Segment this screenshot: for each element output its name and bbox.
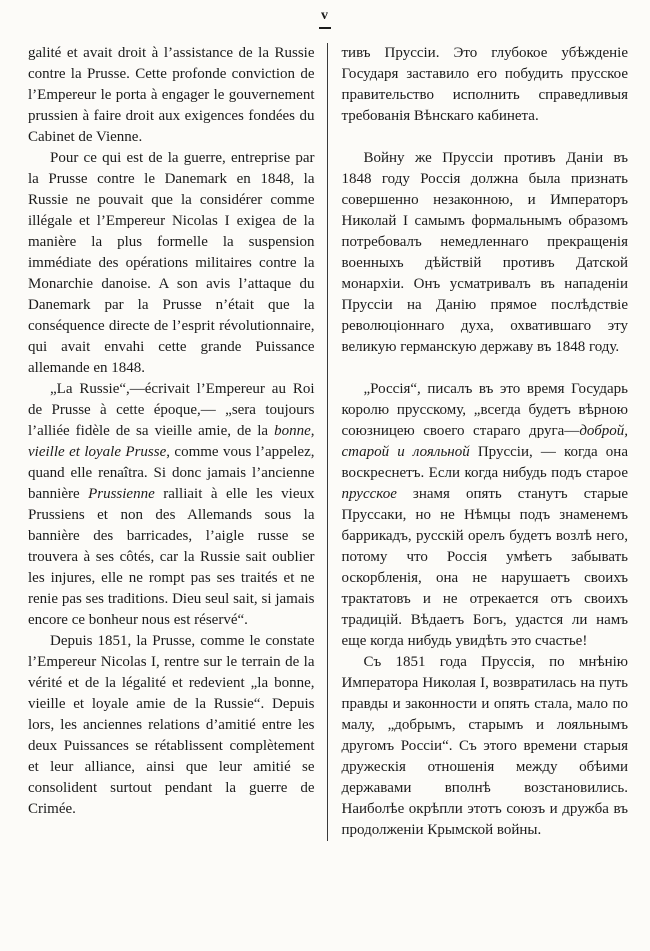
italic-text-run: Prussienne (88, 486, 155, 502)
text-run: , comme vous l’appelez, quand elle renaîtra. Si donc jamais l’ancienne bannière (28, 444, 315, 502)
paragraph (342, 43, 629, 127)
italic-text-run: прусское (341, 486, 397, 502)
text-run: Войну же Пруссіи противъ Даніи въ 1848 году Россія должна была признать совершенно незаконною, и Императоръ Николай I самымъ формальнымъ образомъ потребовалъ немедленнаго прекращенія военныхъ дѣйствій противъ Датской монархіи. Онъ усматривалъ въ нападеніи Пруссіи на Данію прямое послѣдствіе революціоннаго духа, охватившаго эту великую германскую державу въ 1848 году. (341, 150, 628, 355)
text-run: тивъ Пруссіи. Это глубокое убѣжденіе Государя заставило его побудить прусское правительство исполнить справедливыя требованія Вѣнскаго кабинета. (341, 45, 628, 124)
page-number: v (321, 8, 329, 23)
paragraph (28, 148, 315, 379)
text-columns (0, 29, 650, 841)
text-run: Pour ce qui est de la guerre, entreprise par la Prusse contre le Danemark en 1848, la Russie ne pouvait que la considérer comme illégale et l’Empereur Nicolas I exigea de la manière la plus formelle la suspension immédiate des opérations militaires contre la Monarchie danoise. A son avis l’attaque du Danemark par la Prusse n’était que la conséquence directe de l’esprit révolutionnaire, qui avait envahi cette grande Puissance allemande en 1848. (28, 150, 315, 376)
text-run: Съ 1851 года Пруссія, по мнѣнію Императора Николая I, возвратилась на путь правды и законности и опять стала, мало по малу, „добрымъ, старымъ и лояльнымъ другомъ Россіи“. Съ этого времени старыя дружескія отношенія между обѣими державами вполнѣ возстановились. Наиболѣе окрѣпли этотъ союзъ и дружба въ продолженіи Крымской войны. (341, 654, 628, 838)
text-run: знамя опять станутъ старые Пруссаки, но не Нѣмцы подъ знаменемъ баррикадъ, русскій орелъ будетъ возлѣ него, потому что Россія умѣетъ забывать оскорбленія, она не нарушаетъ своихъ трактатовъ и не отрекается отъ своихъ традицій. Вѣдаетъ Богъ, удастся ли намъ еще когда нибудь увидѣть это счастье! (341, 486, 628, 649)
paragraph (28, 379, 315, 631)
paragraph (28, 631, 315, 820)
paragraph (28, 43, 315, 148)
text-run: „La Russie“,—écrivait l’Empereur au Roi de Prusse à cette époque,— „sera toujours l’alliée fidèle de sa vieille amie, de la (28, 381, 315, 439)
paragraph (342, 379, 629, 652)
text-run: Depuis 1851, la Prusse, comme le constate l’Empereur Nicolas I, rentre sur le terrain de la vérité et de la légalité et redevient „la bonne, vieille et loyale amie de la Russie“. Depuis lors, les anciennes relations d’amitié entre les deux Puissances se rétablissent complètement et leur alliance, ainsi que leur amitié se consolident surtout pendant la guerre de Crimée. (28, 633, 315, 817)
italic-text-run: доброй, старой и лояльной (341, 423, 628, 460)
italic-text-run: bonne, vieille et loyale Prusse (28, 423, 315, 460)
paragraph (342, 148, 629, 358)
text-run: „Россія“, писалъ въ это время Государь королю прусскому, „всегда будетъ вѣрною союзницею своего стараго друга— (341, 381, 628, 439)
text-run: Пруссіи, — когда она воскреснетъ. Если когда нибудь подъ старое (341, 444, 628, 481)
column-right-russian (328, 43, 629, 841)
text-run: galité et avait droit à l’assistance de la Russie contre la Prusse. Cette profonde conviction de l’Empereur le porta à engager le gouvernement prussien à faire droit aux exigences fondées du Cabinet de Vienne. (28, 45, 315, 145)
paragraph (342, 652, 629, 841)
text-run: ralliait à elle les vieux Prussiens et non des Allemands sous la bannière des barricades, l’aigle russe se trouvera à ses côtés, car la Russie sait oublier les injures, elle ne rompt pas ses traités et ne renie pas ses traditions. Dieu seul sait, si jamais encore ce bonheur nous est réservé“. (28, 486, 315, 628)
page-header (0, 0, 650, 29)
column-left-french (28, 43, 327, 841)
